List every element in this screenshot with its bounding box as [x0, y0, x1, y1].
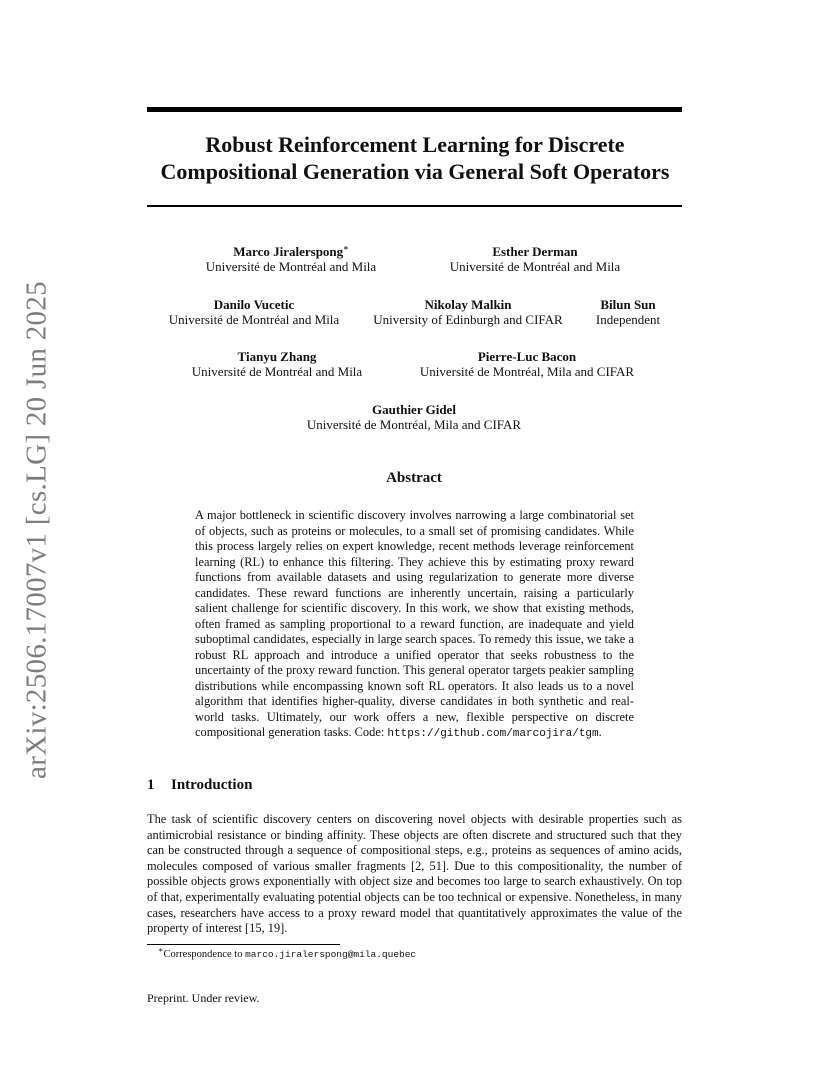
author-block — [206, 244, 376, 274]
author-block — [192, 349, 362, 379]
code-link[interactable]: https://github.com/marcojira/tgm — [387, 728, 599, 740]
section-number: 1 — [147, 777, 155, 793]
author-block — [169, 297, 339, 327]
title-top-rule — [147, 107, 682, 112]
section-heading-introduction — [147, 777, 252, 794]
footnote — [158, 945, 417, 961]
author-name: Danilo Vucetic — [213, 297, 295, 312]
footnote-rule — [147, 944, 340, 945]
author-block — [307, 402, 521, 432]
footnote-marker: ∗ — [158, 945, 164, 955]
correspondence-email[interactable]: marco.jiralerspong@mila.quebec — [245, 949, 417, 960]
author-affiliation: Université de Montréal and Mila — [449, 259, 621, 274]
author-affiliation: Université de Montréal, Mila and CIFAR — [419, 364, 635, 379]
author-affiliation: Université de Montréal and Mila — [191, 364, 363, 379]
footnote-text: Correspondence to — [163, 949, 246, 960]
abstract-end-punctuation: . — [598, 725, 602, 739]
abstract-heading: Abstract — [386, 470, 442, 486]
title-bottom-rule — [147, 205, 682, 207]
author-affiliation: Université de Montréal, Mila and CIFAR — [306, 417, 522, 432]
paper-title-line-1: Robust Reinforcement Learning for Discrete — [205, 132, 625, 157]
author-affiliation: Université de Montréal and Mila — [168, 312, 340, 327]
footnote-marker: ∗ — [343, 243, 349, 253]
author-name: Marco Jiralerspong — [233, 244, 344, 259]
author-name: Bilun Sun — [600, 297, 656, 312]
abstract-text — [195, 508, 634, 743]
abstract-paragraph: A major bottleneck in scientific discovery involves narrowing a large combinatorial set of objects, such as proteins or molecules, to a small set of promising candidates. While this process largely relies on expert knowledge, recent methods leverage reinforcement learning (RL) to enhance this filtering. They achieve this by estimating proxy reward functions from available datasets and using regularization to generate more diverse candidates. These reward functions are inherently uncertain, raising a particularly salient challenge for scientific discovery. In this work, we show that existing methods, often framed as sampling proportional to a reward function, are inadequate and yield suboptimal candidates, especially in large search spaces. To remedy this issue, we take a robust RL approach and introduce a unified operator that seeks robustness to the uncertainty of the proxy reward function. This general operator targets peakier sampling distributions while encompassing known soft RL operators. It also leads us to a novel algorithm that identifies higher-quality, diverse candidates in both synthetic and real-world tasks. Ultimately, our work offers a new, flexible perspective on discrete compositional generation tasks. Code: — [195, 508, 634, 739]
paper-title — [120, 131, 710, 185]
author-name: Gauthier Gidel — [372, 402, 456, 417]
author-affiliation: University of Edinburgh and CIFAR — [373, 312, 563, 327]
author-block — [596, 297, 660, 327]
author-affiliation: Université de Montréal and Mila — [205, 259, 377, 274]
arxiv-identifier-sidebar: arXiv:2506.17007v1 [cs.LG] 20 Jun 2025 — [20, 281, 53, 779]
author-affiliation: Independent — [595, 312, 661, 327]
author-name: Nikolay Malkin — [424, 297, 512, 312]
author-block — [420, 349, 634, 379]
paper-title-line-2: Compositional Generation via General Soft Operators — [160, 159, 670, 184]
author-name: Pierre-Luc Bacon — [477, 349, 577, 364]
preprint-notice: Preprint. Under review. — [147, 991, 260, 1005]
author-name: Esther Derman — [492, 244, 578, 259]
section-title: Introduction — [171, 777, 253, 793]
author-block — [373, 297, 562, 327]
author-block — [450, 244, 620, 274]
introduction-paragraph: The task of scientific discovery centers on discovering novel objects with desirable properties such as antimicrobial resistance or binding affinity. These objects are often discrete and structured such that they can be constructed through a sequence of compositional steps, e.g., proteins as sequences of amino acids, molecules composed of various smaller fragments [2, 51]. Due to this compositionality, the number of possible objects grows exponentially with object size and becomes too large to search exhaustively. On top of that, experimentally evaluating potential objects can be too technical or expensive. Nonetheless, in many cases, researchers have access to a proxy reward model that quantitatively approximates the value of the property of interest [15, 19]. — [147, 812, 682, 936]
author-name: Tianyu Zhang — [237, 349, 317, 364]
